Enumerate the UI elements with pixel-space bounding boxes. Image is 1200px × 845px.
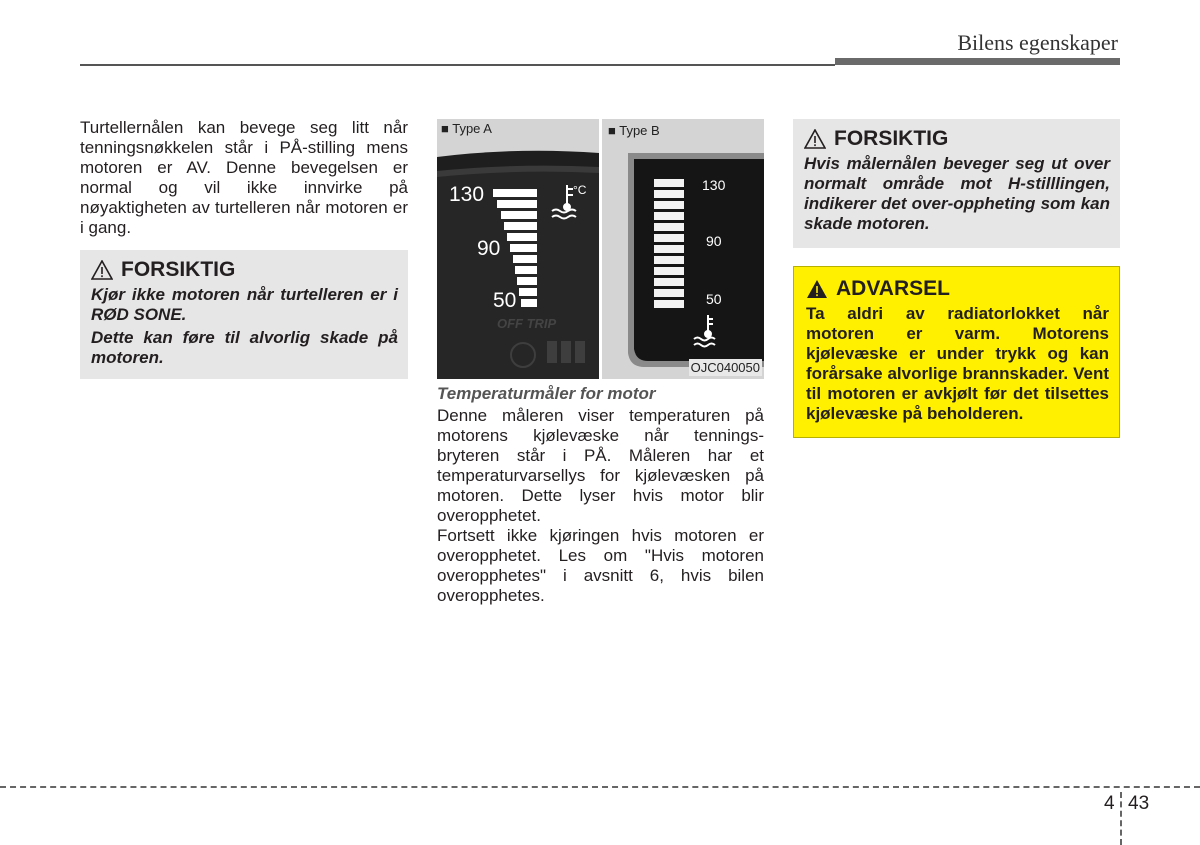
warning-triangle-icon — [91, 260, 113, 280]
caution-line-2: Dette kan føre til alvorlig skade på motoren. — [91, 328, 398, 367]
type-a-tick-90: 90 — [477, 237, 501, 260]
warning-title-text: ADVARSEL — [836, 277, 950, 300]
page-number: 43 — [1128, 793, 1150, 814]
caution-box-left — [80, 250, 408, 379]
warning-triangle-icon — [804, 129, 826, 149]
figure-caption: Temperaturmåler for motor — [437, 384, 656, 403]
caution-right-title — [804, 127, 1110, 151]
figure-code: OJC040050 — [690, 360, 760, 375]
warning-body: Ta aldri av radiatorlokket når motoren er varm. Motorens kjølevæske er under trykk og kan forårsake alvorlige brannskader. Vent til motoren er avkjølt før det tilsettes kjølevæske på beholderen. — [806, 304, 1109, 423]
chapter-number: 4 — [1104, 793, 1115, 814]
type-b-tick-130: 130 — [702, 177, 726, 193]
caution-right-body: Hvis målernålen beveger seg ut over normalt område mot H-stilllingen, indikerer det over-oppheting som kan skade motoren. — [804, 154, 1110, 233]
dash-text: OFF TRIP — [497, 316, 557, 331]
type-a-gauge — [437, 119, 599, 379]
type-a-panel — [437, 119, 599, 379]
caution-title-text: FORSIKTIG — [121, 258, 236, 281]
caution-right-title-text: FORSIKTIG — [834, 127, 949, 150]
warning-box — [793, 266, 1120, 438]
caution-title — [91, 258, 398, 282]
footer-rule — [0, 786, 1200, 788]
caution-box-right — [793, 119, 1120, 248]
header-rule — [80, 64, 835, 66]
type-a-label: ■ Type A — [441, 121, 492, 136]
type-b-tick-50: 50 — [706, 291, 722, 307]
type-b-panel — [602, 119, 764, 379]
type-b-label: ■ Type B — [608, 123, 660, 138]
type-b-gauge — [602, 119, 764, 379]
temperature-gauge-figure — [437, 119, 764, 379]
footer-divider — [1120, 792, 1122, 845]
middle-text — [437, 384, 764, 606]
middle-paragraph-1: Denne måleren viser temperaturen på motorens kjølevæske når tennings-bryteren står i PÅ. Måleren har et temperaturvarsellys for kjølevæsken på motoren. Dette lyser hvis motor blir overopphetet. — [437, 406, 764, 525]
caution-body — [91, 285, 398, 368]
type-a-tick-50: 50 — [493, 289, 517, 312]
left-paragraph: Turtellernålen kan bevege seg litt når tenningsnøkkelen står i PÅ-stilling mens motoren er AV. Denne bevegelsen er normal og vil ikke innvirke på nøyaktigheten av turtelleren når motoren er i gang. — [80, 118, 408, 237]
warning-filled-triangle-icon — [806, 279, 828, 299]
celsius-label: °C — [573, 183, 587, 197]
header-rule-accent — [835, 58, 1120, 65]
header-title: Bilens egenskaper — [957, 30, 1118, 55]
type-b-tick-90: 90 — [706, 233, 722, 249]
middle-paragraph-2: Fortsett ikke kjøringen hvis motoren er overopphetet. Les om "Hvis motoren overopphetes" i avsnitt 6, hvis bilen overopphetes. — [437, 526, 764, 605]
caution-line-1: Kjør ikke motoren når turtelleren er i RØD SONE. — [91, 285, 398, 324]
type-a-tick-130: 130 — [449, 183, 485, 206]
warning-title — [806, 277, 1109, 301]
